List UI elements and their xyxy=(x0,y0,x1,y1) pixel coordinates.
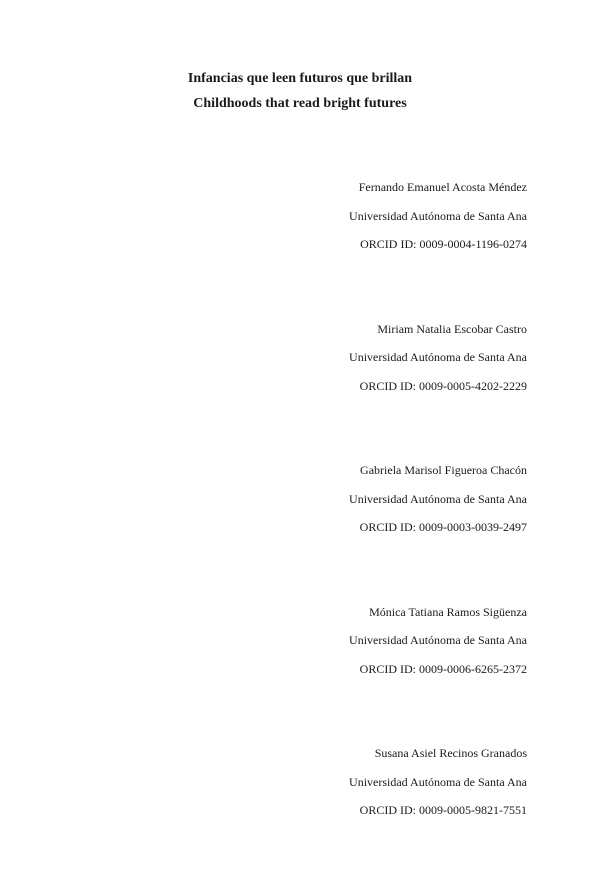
author-affiliation: Universidad Autónoma de Santa Ana xyxy=(349,633,527,647)
title-spanish: Infancias que leen futuros que brillan xyxy=(187,71,413,86)
author-name: Miriam Natalia Escobar Castro xyxy=(377,321,527,336)
author-orcid: ORCID ID: 0009-0003-0039-2497 xyxy=(359,520,527,534)
author-entry xyxy=(227,173,527,259)
author-affiliation: Universidad Autónoma de Santa Ana xyxy=(349,774,527,789)
author-entry xyxy=(227,598,527,684)
author-name: Gabriela Marisol Figueroa Chacón xyxy=(360,463,527,477)
author-name: Fernando Emanuel Acosta Méndez xyxy=(358,180,527,194)
author-entry xyxy=(227,739,527,825)
author-affiliation: Universidad Autónoma de Santa Ana xyxy=(349,208,527,223)
title-block xyxy=(0,66,600,116)
author-orcid: ORCID ID: 0009-0005-4202-2229 xyxy=(359,378,527,393)
title-english: Childhoods that read bright futures xyxy=(193,96,407,111)
author-orcid: ORCID ID: 0009-0005-9821-7551 xyxy=(359,803,527,817)
author-affiliation: Universidad Autónoma de Santa Ana xyxy=(349,350,527,364)
author-affiliation: Universidad Autónoma de Santa Ana xyxy=(349,491,527,506)
author-orcid: ORCID ID: 0009-0006-6265-2372 xyxy=(359,661,527,676)
author-entry xyxy=(227,456,527,542)
author-entry xyxy=(227,315,527,401)
author-name: Susana Asiel Recinos Granados xyxy=(374,746,527,760)
author-orcid: ORCID ID: 0009-0004-1196-0274 xyxy=(360,237,527,251)
author-name: Mónica Tatiana Ramos Sigüenza xyxy=(369,604,527,619)
author-list xyxy=(227,173,527,881)
